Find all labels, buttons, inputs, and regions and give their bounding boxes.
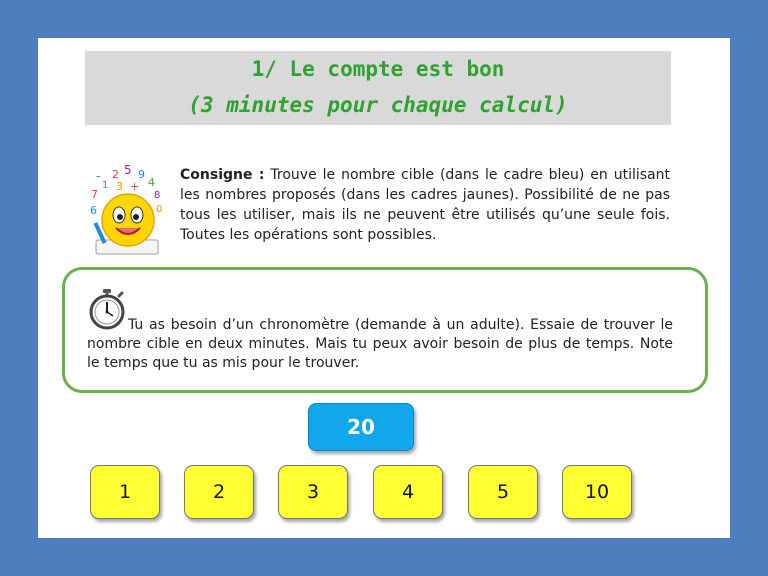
illus-digit: 3 bbox=[116, 180, 123, 193]
minus-sign: - bbox=[96, 169, 101, 183]
title-line-1: 1/ Le compte est bon bbox=[251, 57, 505, 81]
chrono-text: Tu as besoin d’un chronomètre (demande à un adulte). Essaie de trouver le nombre cible en deux minutes. Mais tu peux avoir besoin de plus de temps. Note le temps que tu as mis pour le trouver. bbox=[87, 317, 673, 371]
illus-digit: 4 bbox=[148, 176, 155, 189]
illus-digit: 0 bbox=[156, 204, 163, 215]
chrono-box bbox=[62, 267, 708, 393]
number-card: 10 bbox=[562, 465, 632, 519]
slide bbox=[38, 38, 730, 538]
illus-digit: 6 bbox=[90, 204, 97, 217]
illus-digit: 1 bbox=[102, 180, 109, 191]
target-number: 20 bbox=[308, 403, 414, 451]
number-card: 1 bbox=[90, 465, 160, 519]
math-emoji-illustration bbox=[88, 164, 168, 259]
number-card: 3 bbox=[278, 465, 348, 519]
illus-digit: 8 bbox=[154, 190, 161, 201]
illus-digit: 9 bbox=[138, 168, 145, 181]
plus-sign: + bbox=[130, 180, 140, 193]
illus-digit: 2 bbox=[112, 168, 119, 181]
title-box bbox=[85, 51, 671, 125]
number-card: 4 bbox=[373, 465, 443, 519]
number-card: 2 bbox=[184, 465, 254, 519]
instruction bbox=[180, 165, 670, 245]
number-card: 5 bbox=[468, 465, 538, 519]
illus-digit: 7 bbox=[91, 188, 98, 201]
instruction-label: Consigne : bbox=[180, 167, 265, 183]
instruction-text: Trouve le nombre cible (dans le cadre bleu) en utilisant les nombres proposés (dans les cadres jaunes). Possibilité de ne pas tous les utiliser, mais ils ne peuvent être utilisés qu’une seule fois. Toutes les opérations sont possibles. bbox=[180, 167, 671, 243]
illus-digit: 5 bbox=[124, 164, 132, 177]
title-line-2: (3 minutes pour chaque calcul) bbox=[188, 93, 568, 117]
